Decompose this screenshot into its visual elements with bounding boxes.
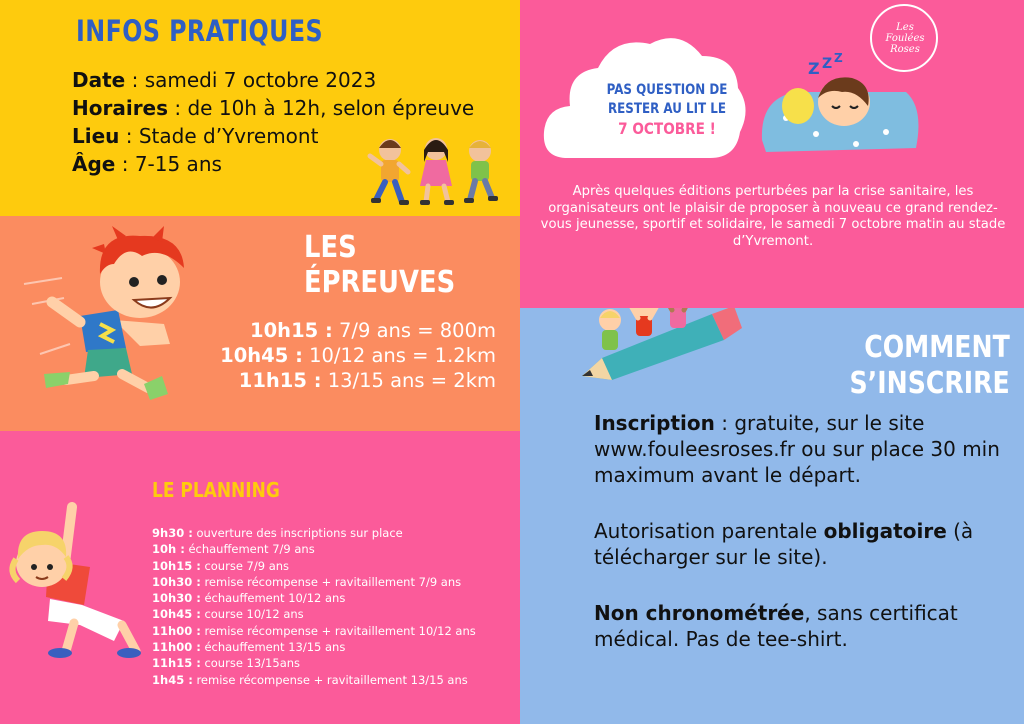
svg-text:Z: Z: [822, 56, 833, 72]
inscription-paragraph: Inscription : gratuite, sur le site www.fouleesroses.fr ou sur place 30 min maximum avant le départ.: [594, 411, 1000, 487]
planning-title: LE PLANNING: [152, 478, 280, 502]
intro-panel: [520, 0, 1024, 308]
epreuve-line: 10h45 : 10/12 ans = 1.2km: [220, 344, 496, 367]
cloud-line-2: RESTER AU LIT LE: [607, 101, 727, 117]
logo-text: Les Foulées Roses: [885, 22, 925, 55]
info-age: Âge : 7-15 ans: [72, 152, 222, 176]
svg-text:Z: Z: [834, 51, 843, 65]
planning-item: 11h00 : échauffement 13/15 ans: [152, 640, 346, 655]
epreuves-list: [220, 318, 496, 393]
epreuves-panel: [0, 216, 520, 431]
planning-panel: [0, 431, 520, 724]
planning-item: 10h45 : course 10/12 ans: [152, 607, 304, 622]
planning-item: 11h00 : remise récompense + ravitaillement 10/12 ans: [152, 623, 476, 638]
intro-paragraph: Après quelques éditions perturbées par la crise sanitaire, les organisateurs ont le plaisir de proposer à nouveau ce grand rendez-vous jeunesse, sportif et solidaire, le samedi 7 octobre matin au stade d’Yvremont.: [540, 184, 1006, 249]
running-boy-illustration: [22, 224, 202, 409]
info-horaires: Horaires : de 10h à 12h, selon épreuve: [72, 96, 475, 120]
planning-item: 1h45 : remise récompense + ravitaillement 13/15 ans: [152, 672, 468, 687]
svg-text:Z: Z: [808, 59, 820, 78]
stretching-child-illustration: [4, 501, 144, 661]
foulees-roses-logo: [870, 4, 938, 72]
info-date: Date : samedi 7 octobre 2023: [72, 68, 377, 92]
kids-on-pencil-illustration: [572, 308, 752, 391]
cloud-line-3: 7 OCTOBRE !: [618, 119, 716, 138]
info-lieu: Lieu : Stade d’Yvremont: [72, 124, 319, 148]
cloud-line-1: PAS QUESTION DE: [606, 82, 728, 98]
cloud-callout: [540, 22, 750, 164]
epreuves-title: LES ÉPREUVES: [304, 230, 456, 300]
infos-pratiques-panel: [0, 0, 520, 216]
epreuve-line: 10h15 : 7/9 ans = 800m: [250, 319, 496, 342]
inscription-title: COMMENT S’INSCRIRE: [849, 330, 1010, 401]
chronometre-paragraph: Non chronométrée, sans certificat médical. Pas de tee-shirt.: [594, 601, 958, 651]
autorisation-paragraph: Autorisation parentale obligatoire (à télécharger sur le site).: [594, 519, 974, 569]
epreuve-line: 11h15 : 13/15 ans = 2km: [238, 369, 496, 392]
planning-item: 10h30 : remise récompense + ravitaillement 7/9 ans: [152, 574, 462, 589]
cloud-text: [582, 81, 752, 138]
running-kids-illustration: [366, 134, 506, 212]
planning-list: [152, 525, 476, 688]
inscription-panel: [520, 308, 1024, 724]
infos-title: INFOS PRATIQUES: [76, 14, 324, 48]
planning-item: 11h15 : course 13/15ans: [152, 656, 301, 671]
planning-item: 10h15 : course 7/9 ans: [152, 558, 290, 573]
planning-item: 10h30 : échauffement 10/12 ans: [152, 591, 346, 606]
planning-item: 9h30 : ouverture des inscriptions sur place: [152, 526, 403, 540]
planning-item: 10h : échauffement 7/9 ans: [152, 542, 315, 557]
